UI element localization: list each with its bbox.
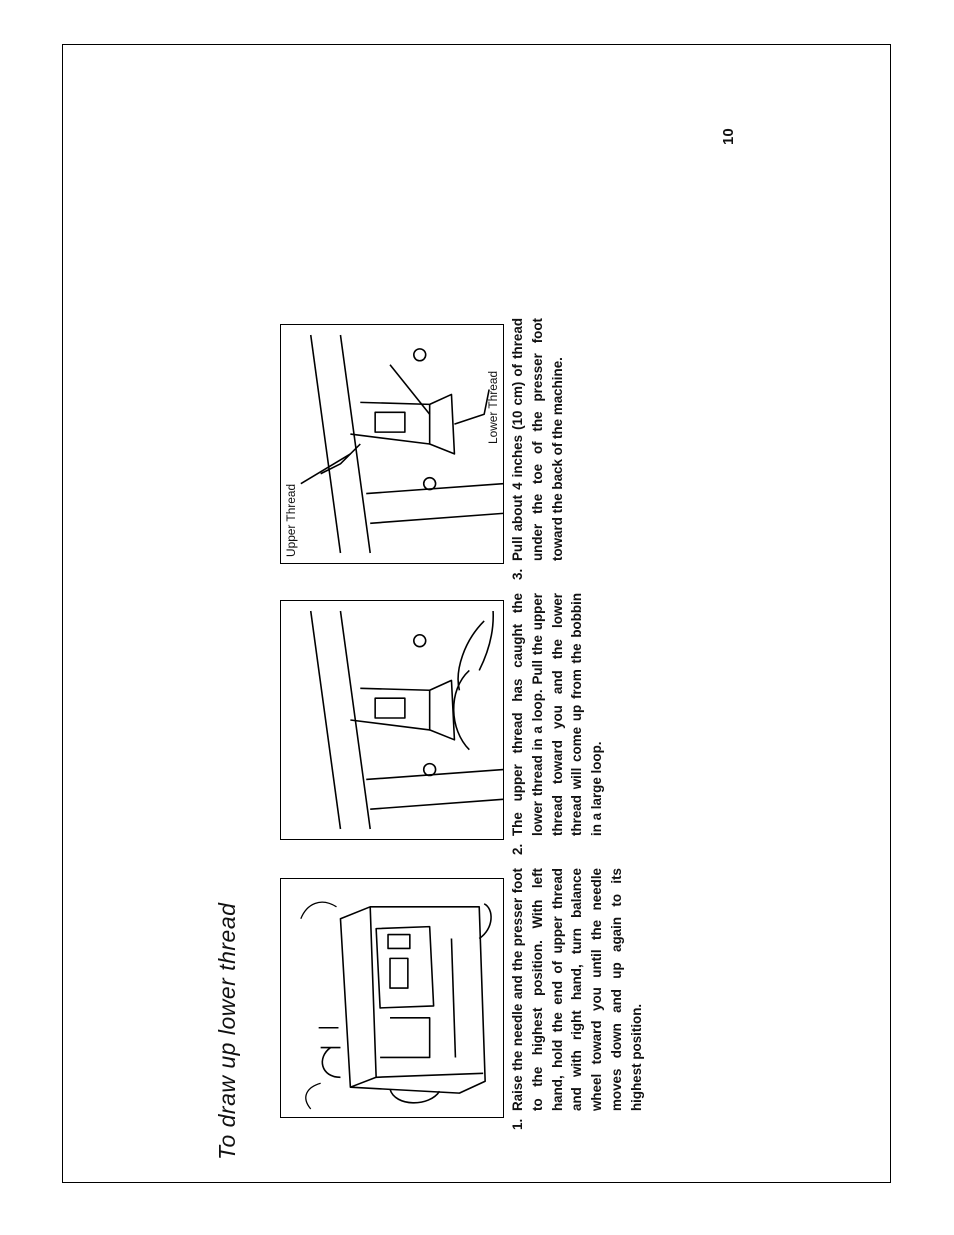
step-1-text: Raise the needle and the presser foot to the highest position. With left hand, hold the end of upper thread and with right hand, turn balance wheel toward you until the needle moves down and up again to its highest position. [510,868,644,1111]
step-2-text: The upper thread has caught the lower thread in a loop. Pull the upper thread toward you and the lower thread will come up from the bobbin in a large loop. [510,593,605,836]
page-title: To draw up lower thread [214,902,240,1160]
illustration-sewing-machine [280,878,504,1118]
page-content [200,60,800,1160]
presser-foot-hand-icon [281,601,503,839]
illustration-presser-foot-threads [280,324,504,564]
page-number: 10 [720,128,737,145]
step-3-number: 3. [510,568,525,580]
step-2 [508,593,607,855]
sewing-machine-icon [281,879,503,1117]
upper-thread-label: Upper Thread [283,483,298,557]
step-3-text: Pull about 4 inches (10 cm) of thread under the toe of the presser foot toward the back of the machine. [510,318,565,561]
lower-thread-label: Lower Thread [486,370,501,444]
step-3 [508,318,567,580]
step-1-number: 1. [510,1118,525,1130]
presser-foot-threads-icon [281,325,503,563]
step-2-number: 2. [510,843,525,855]
illustration-presser-foot-hand [280,600,504,840]
step-1 [508,868,647,1130]
